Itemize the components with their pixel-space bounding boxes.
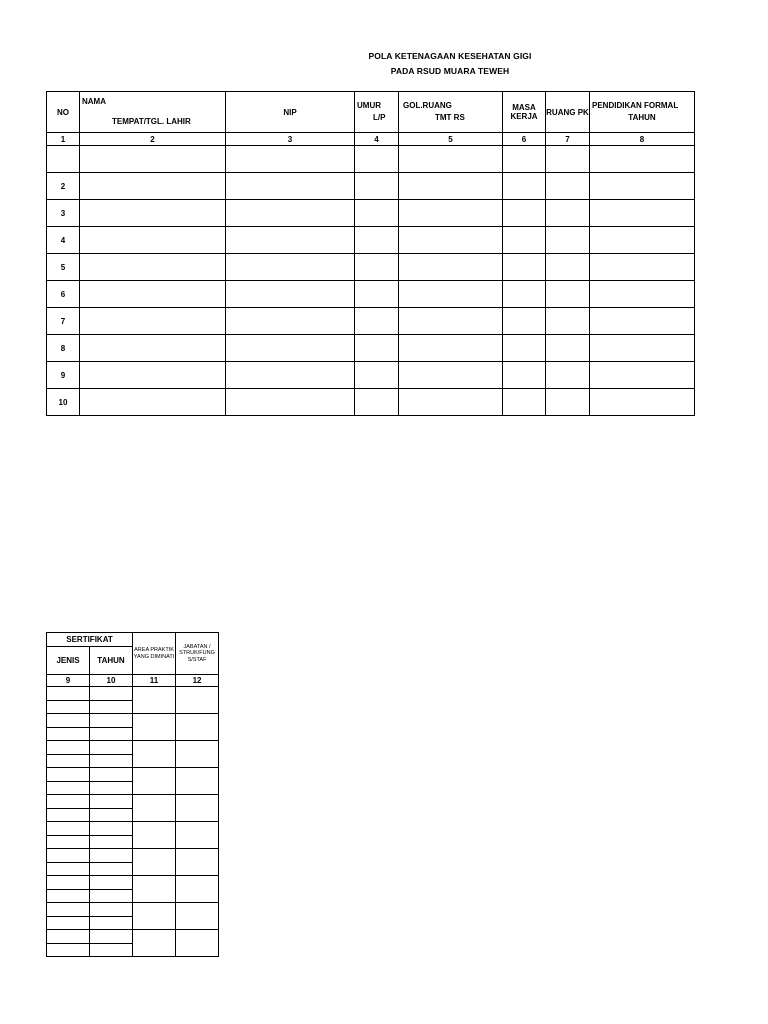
empty-cell	[47, 835, 90, 849]
empty-cell	[80, 173, 226, 200]
column-number: 5	[399, 133, 503, 146]
empty-cell	[399, 362, 503, 389]
empty-cell	[133, 876, 176, 903]
empty-cell	[503, 335, 546, 362]
column-number: 8	[590, 133, 695, 146]
column-number: 1	[47, 133, 80, 146]
empty-cell	[503, 227, 546, 254]
empty-cell	[80, 254, 226, 281]
staff-table	[46, 91, 695, 416]
table-row	[47, 146, 695, 173]
empty-cell	[133, 741, 176, 768]
empty-cell	[503, 146, 546, 173]
empty-cell	[90, 795, 133, 809]
table-row	[47, 200, 695, 227]
empty-cell	[90, 835, 133, 849]
empty-cell	[590, 200, 695, 227]
certificate-rows	[47, 687, 219, 957]
table-row	[47, 335, 695, 362]
empty-cell	[47, 768, 90, 782]
empty-cell	[590, 335, 695, 362]
empty-cell	[90, 916, 133, 930]
empty-cell	[90, 903, 133, 917]
empty-cell	[176, 741, 219, 768]
header-gol	[399, 92, 503, 133]
header-masa-kerja: MASA KERJA	[503, 92, 546, 133]
empty-cell	[399, 227, 503, 254]
empty-cell	[176, 714, 219, 741]
empty-cell	[546, 146, 590, 173]
row-number: 6	[47, 281, 80, 308]
table-row	[47, 173, 695, 200]
row-number: 8	[47, 335, 80, 362]
header-tahun-label: TAHUN	[628, 113, 656, 122]
empty-cell	[47, 889, 90, 903]
document-title: POLA KETENAGAAN KESEHATAN GIGI	[368, 51, 532, 61]
column-number-row	[47, 133, 695, 146]
empty-cell	[90, 889, 133, 903]
empty-cell	[503, 362, 546, 389]
table-row	[47, 254, 695, 281]
cert-column-number: 9	[47, 675, 90, 687]
empty-cell	[176, 687, 219, 714]
empty-cell	[503, 200, 546, 227]
header-ruang-pk: RUANG PK	[546, 92, 590, 133]
cert-row	[47, 714, 219, 728]
empty-cell	[355, 254, 399, 281]
row-number: 9	[47, 362, 80, 389]
empty-cell	[176, 876, 219, 903]
empty-cell	[90, 700, 133, 714]
empty-cell	[90, 849, 133, 863]
table-row	[47, 362, 695, 389]
cert-row	[47, 849, 219, 863]
header-umur	[355, 92, 399, 133]
empty-cell	[90, 754, 133, 768]
empty-cell	[226, 362, 355, 389]
certificate-table	[46, 632, 219, 957]
empty-cell	[133, 795, 176, 822]
cert-column-number: 10	[90, 675, 133, 687]
empty-cell	[226, 173, 355, 200]
empty-cell	[355, 308, 399, 335]
empty-cell	[90, 781, 133, 795]
empty-cell	[546, 308, 590, 335]
empty-cell	[47, 822, 90, 836]
header-pendidikan-label: PENDIDIKAN FORMAL	[592, 101, 679, 110]
header-nama-label: NAMA	[82, 97, 106, 106]
row-number: 7	[47, 308, 80, 335]
empty-cell	[226, 227, 355, 254]
empty-cell	[226, 389, 355, 416]
column-number: 4	[355, 133, 399, 146]
header-tempat-label: TEMPAT/TGL. LAHIR	[112, 117, 191, 126]
empty-cell	[399, 146, 503, 173]
header-area-praktik: AREA PRAKTIK YANG DIMINATI	[133, 633, 176, 675]
empty-cell	[355, 335, 399, 362]
empty-cell	[590, 362, 695, 389]
row-number: 3	[47, 200, 80, 227]
empty-cell	[80, 146, 226, 173]
empty-cell	[503, 308, 546, 335]
empty-cell	[399, 308, 503, 335]
empty-cell	[80, 281, 226, 308]
header-nama	[80, 92, 226, 133]
header-no: NO	[47, 92, 80, 133]
empty-cell	[355, 146, 399, 173]
column-number: 2	[80, 133, 226, 146]
empty-cell	[176, 930, 219, 957]
empty-cell	[546, 173, 590, 200]
empty-cell	[546, 389, 590, 416]
header-gol-label: GOL.RUANG	[403, 101, 452, 110]
empty-cell	[399, 173, 503, 200]
cert-row	[47, 795, 219, 809]
cert-row	[47, 930, 219, 944]
empty-cell	[546, 362, 590, 389]
cert-row	[47, 903, 219, 917]
empty-cell	[90, 943, 133, 957]
empty-cell	[226, 308, 355, 335]
cert-column-number-row	[47, 675, 219, 687]
empty-cell	[47, 903, 90, 917]
header-cert-tahun: TAHUN	[90, 647, 133, 675]
empty-cell	[176, 768, 219, 795]
empty-cell	[47, 714, 90, 728]
empty-cell	[590, 254, 695, 281]
empty-cell	[503, 254, 546, 281]
empty-cell	[226, 335, 355, 362]
empty-cell	[226, 254, 355, 281]
empty-cell	[355, 173, 399, 200]
empty-cell	[503, 281, 546, 308]
empty-cell	[47, 849, 90, 863]
empty-cell	[355, 362, 399, 389]
empty-cell	[399, 200, 503, 227]
header-jabatan: JABATAN / STRUK/FUNG S/STAF	[176, 633, 219, 675]
empty-cell	[546, 227, 590, 254]
empty-cell	[47, 916, 90, 930]
header-pendidikan	[590, 92, 695, 133]
row-number	[47, 146, 80, 173]
empty-cell	[226, 200, 355, 227]
table-row	[47, 308, 695, 335]
row-number: 2	[47, 173, 80, 200]
empty-cell	[546, 335, 590, 362]
table-row	[47, 389, 695, 416]
empty-cell	[90, 727, 133, 741]
empty-cell	[80, 335, 226, 362]
staff-rows	[47, 146, 695, 416]
empty-cell	[590, 281, 695, 308]
column-number: 7	[546, 133, 590, 146]
empty-cell	[590, 227, 695, 254]
table-row	[47, 281, 695, 308]
empty-cell	[47, 943, 90, 957]
empty-cell	[47, 754, 90, 768]
empty-cell	[133, 687, 176, 714]
empty-cell	[47, 700, 90, 714]
cert-row	[47, 768, 219, 782]
table-row	[47, 227, 695, 254]
empty-cell	[176, 849, 219, 876]
header-umur-label: UMUR	[357, 101, 381, 110]
column-number: 6	[503, 133, 546, 146]
empty-cell	[226, 146, 355, 173]
empty-cell	[176, 903, 219, 930]
cert-row	[47, 687, 219, 701]
column-number: 3	[226, 133, 355, 146]
empty-cell	[355, 281, 399, 308]
empty-cell	[90, 862, 133, 876]
empty-cell	[47, 781, 90, 795]
row-number: 5	[47, 254, 80, 281]
empty-cell	[90, 876, 133, 890]
header-tmt-label: TMT RS	[435, 113, 465, 122]
empty-cell	[355, 389, 399, 416]
row-number: 4	[47, 227, 80, 254]
empty-cell	[90, 930, 133, 944]
empty-cell	[47, 727, 90, 741]
header-jenis: JENIS	[47, 647, 90, 675]
empty-cell	[133, 714, 176, 741]
empty-cell	[80, 227, 226, 254]
empty-cell	[546, 281, 590, 308]
cert-column-number: 12	[176, 675, 219, 687]
empty-cell	[90, 808, 133, 822]
empty-cell	[47, 876, 90, 890]
empty-cell	[47, 862, 90, 876]
header-sertifikat: SERTIFIKAT	[47, 633, 133, 647]
empty-cell	[47, 741, 90, 755]
empty-cell	[90, 741, 133, 755]
empty-cell	[546, 200, 590, 227]
header-lp-label: L/P	[373, 113, 386, 122]
cert-row	[47, 741, 219, 755]
document-subtitle: PADA RSUD MUARA TEWEH	[390, 66, 510, 76]
empty-cell	[590, 308, 695, 335]
empty-cell	[47, 795, 90, 809]
empty-cell	[133, 768, 176, 795]
empty-cell	[399, 335, 503, 362]
empty-cell	[90, 822, 133, 836]
empty-cell	[399, 389, 503, 416]
empty-cell	[503, 173, 546, 200]
empty-cell	[355, 227, 399, 254]
empty-cell	[590, 389, 695, 416]
empty-cell	[133, 930, 176, 957]
header-nip: NIP	[226, 92, 355, 133]
empty-cell	[546, 254, 590, 281]
empty-cell	[47, 687, 90, 701]
row-number: 10	[47, 389, 80, 416]
empty-cell	[90, 714, 133, 728]
empty-cell	[47, 930, 90, 944]
empty-cell	[590, 146, 695, 173]
empty-cell	[90, 768, 133, 782]
empty-cell	[133, 849, 176, 876]
empty-cell	[399, 281, 503, 308]
cert-column-number: 11	[133, 675, 176, 687]
empty-cell	[80, 362, 226, 389]
empty-cell	[47, 808, 90, 822]
empty-cell	[80, 308, 226, 335]
empty-cell	[226, 281, 355, 308]
empty-cell	[90, 687, 133, 701]
empty-cell	[80, 200, 226, 227]
empty-cell	[176, 822, 219, 849]
empty-cell	[355, 200, 399, 227]
empty-cell	[176, 795, 219, 822]
empty-cell	[133, 903, 176, 930]
cert-row	[47, 876, 219, 890]
empty-cell	[80, 389, 226, 416]
empty-cell	[399, 254, 503, 281]
empty-cell	[133, 822, 176, 849]
empty-cell	[590, 173, 695, 200]
cert-row	[47, 822, 219, 836]
empty-cell	[503, 389, 546, 416]
